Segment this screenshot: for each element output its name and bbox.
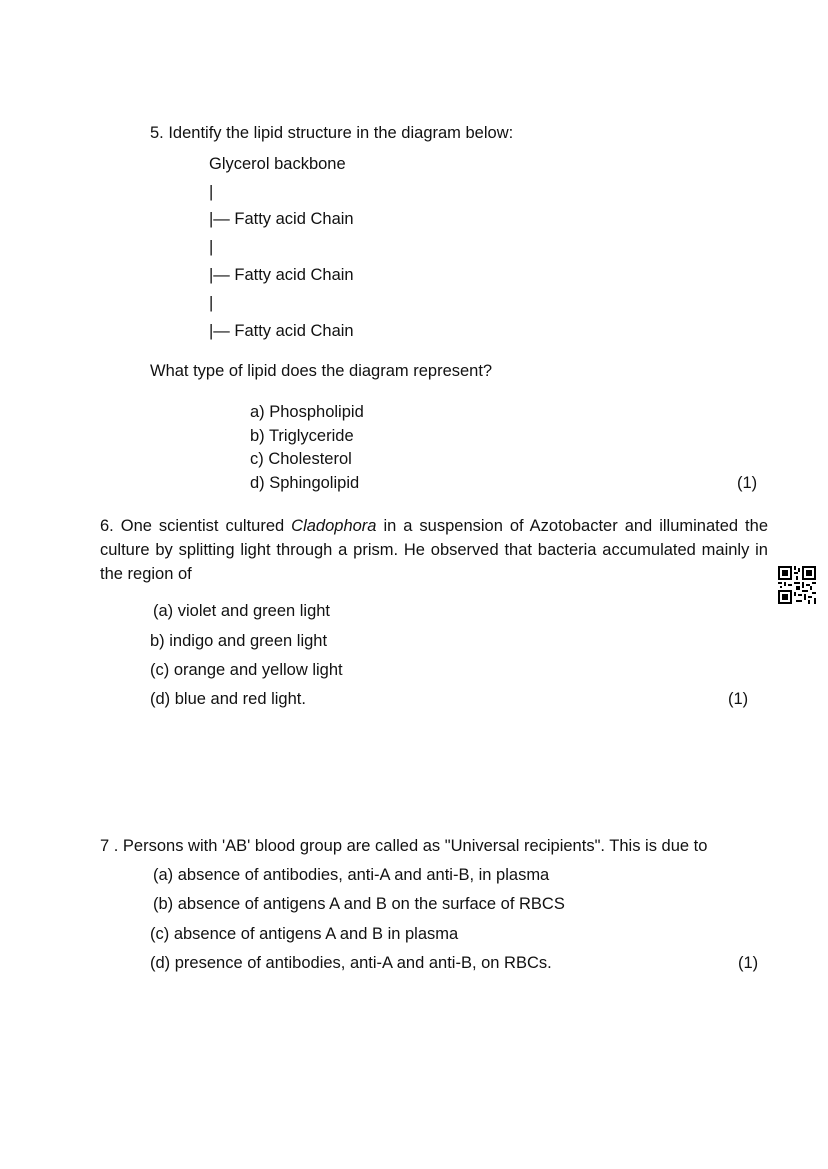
qr-code-icon — [778, 566, 816, 604]
q5-option-b: b) Triglyceride — [250, 427, 354, 445]
q5-question: What type of lipid does the diagram represent? — [150, 362, 493, 380]
diagram-branch-2: |— Fatty acid Chain — [209, 266, 354, 284]
q5-prompt: 5. Identify the lipid structure in the diagram below: — [150, 124, 514, 142]
q7-option-d: (d) presence of antibodies, anti-A and anti-B, on RBCs. — [150, 954, 552, 972]
q6-stem-end: in a suspension of Azotobacter and illuminated the culture by splitting light through a prism. He observed that bacteria accumulated mainly in the region of — [100, 517, 768, 583]
q7-option-c: (c) absence of antigens A and B in plasma — [150, 925, 459, 943]
diagram-branch-1: |— Fatty acid Chain — [209, 210, 354, 228]
q6-stem-start: 6. One scientist cultured — [100, 517, 292, 535]
diagram-connector: | — [209, 238, 214, 256]
diagram-title: Glycerol backbone — [209, 155, 346, 173]
q5-option-d: d) Sphingolipid — [250, 474, 360, 492]
q6-option-b: b) indigo and green light — [150, 632, 328, 650]
q5-marks: (1) — [737, 474, 758, 492]
q6-stem — [100, 514, 768, 586]
q6-option-c: (c) orange and yellow light — [150, 661, 343, 679]
diagram-connector: | — [209, 294, 214, 312]
diagram-connector: | — [209, 183, 214, 201]
q7-option-b: (b) absence of antigens A and B on the surface of RBCS — [153, 895, 565, 913]
q5-option-c: c) Cholesterol — [250, 450, 352, 468]
q7-option-a: (a) absence of antibodies, anti-A and anti-B, in plasma — [153, 866, 550, 884]
diagram-branch-3: |— Fatty acid Chain — [209, 322, 354, 340]
q6-marks: (1) — [728, 690, 749, 708]
q7-marks: (1) — [738, 954, 759, 972]
q7-prompt: 7 . Persons with 'AB' blood group are called as "Universal recipients". This is due to — [100, 837, 708, 855]
q5-option-a: a) Phospholipid — [250, 403, 364, 421]
q6-organism-name: Cladophora — [291, 517, 377, 535]
q6-option-d: (d) blue and red light. — [150, 690, 306, 708]
q6-option-a: (a) violet and green light — [153, 602, 331, 620]
